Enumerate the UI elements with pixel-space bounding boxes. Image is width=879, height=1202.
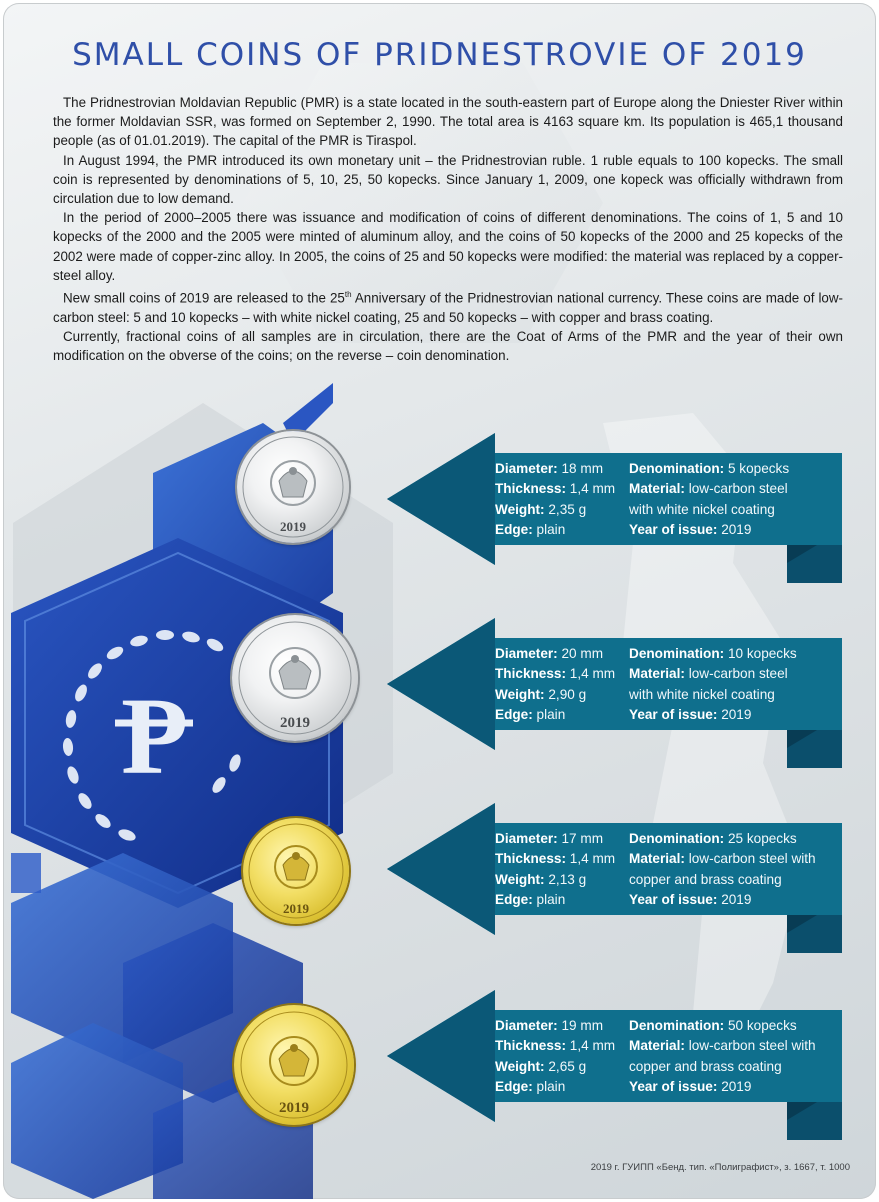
- thickness-label: Thickness:: [495, 1038, 567, 1054]
- diameter-label: Diameter:: [495, 461, 558, 476]
- weight-value: 2,90 g: [548, 686, 587, 702]
- coin-spec-ribbon: [387, 803, 847, 955]
- thickness-value: 1,4 mm: [569, 851, 616, 867]
- emblem-letter: P: [121, 675, 189, 797]
- weight-label: Weight:: [495, 871, 545, 887]
- thickness-value: 1,4 mm: [569, 1038, 616, 1054]
- material-value-continued: copper and brass coating: [629, 1058, 782, 1074]
- material-value: low-carbon steel: [688, 481, 788, 497]
- edge-label: Edge:: [495, 1078, 533, 1094]
- diameter-value: 20 mm: [561, 646, 604, 661]
- intro-text-part: Anniversary of the Pridnestrovian national currency. These coins are made of low-carbon steel: 5 and 10 kopecks – with white nickel coating, 25 and 50 kopecks – with copper and brass coating.: [53, 290, 843, 325]
- coin-spec-ribbon: [387, 618, 847, 770]
- intro-paragraph: [53, 285, 843, 327]
- coin-year: 2019: [280, 715, 310, 731]
- intro-text: [53, 93, 843, 365]
- edge-label: Edge:: [495, 706, 533, 722]
- material-value-continued: with white nickel coating: [629, 501, 775, 517]
- edge-value: plain: [536, 1078, 566, 1094]
- diameter-label: Diameter:: [495, 831, 558, 846]
- coin-year: 2019: [283, 901, 309, 916]
- year-value: 2019: [721, 1078, 752, 1094]
- diameter-value: 18 mm: [561, 461, 604, 476]
- superscript: th: [344, 290, 352, 300]
- material-value-continued: with white nickel coating: [629, 686, 775, 702]
- diameter-value: 19 mm: [561, 1018, 604, 1033]
- year-value: 2019: [721, 706, 752, 722]
- diameter-label: Diameter:: [495, 646, 558, 661]
- year-label: Year of issue:: [629, 891, 718, 907]
- year-value: 2019: [721, 521, 752, 537]
- material-value: low-carbon steel: [688, 666, 788, 682]
- thickness-label: Thickness:: [495, 666, 567, 682]
- thickness-value: 1,4 mm: [569, 481, 616, 497]
- weight-label: Weight:: [495, 686, 545, 702]
- coin-10-kopecks: [232, 615, 358, 741]
- thickness-label: Thickness:: [495, 481, 567, 497]
- coin-card: [3, 3, 876, 1199]
- diameter-value: 17 mm: [561, 831, 604, 846]
- print-imprint: 2019 г. ГУИПП «Бенд. тип. «Полиграфист», з. 1667, т. 1000: [590, 1162, 850, 1173]
- page-title: SMALL COINS OF PRIDNESTROVIE OF 2019: [72, 37, 807, 73]
- edge-label: Edge:: [495, 891, 533, 907]
- denomination-label: Denomination:: [629, 461, 725, 476]
- coin-5-kopecks: [237, 431, 349, 543]
- denomination-value: 25 kopecks: [727, 831, 797, 846]
- denomination-value: 50 kopecks: [727, 1018, 797, 1033]
- weight-label: Weight:: [495, 501, 545, 517]
- denomination-value: 10 kopecks: [727, 646, 797, 661]
- material-label: Material:: [629, 666, 685, 682]
- thickness-label: Thickness:: [495, 851, 567, 867]
- weight-label: Weight:: [495, 1058, 545, 1074]
- denomination-label: Denomination:: [629, 831, 725, 846]
- edge-value: plain: [536, 891, 566, 907]
- edge-label: Edge:: [495, 521, 533, 537]
- weight-value: 2,13 g: [548, 871, 587, 887]
- edge-value: plain: [536, 521, 566, 537]
- weight-value: 2,35 g: [548, 501, 587, 517]
- denomination-label: Denomination:: [629, 646, 725, 661]
- denomination-value: 5 kopecks: [727, 461, 790, 476]
- intro-paragraph: In August 1994, the PMR introduced its own monetary unit – the Pridnestrovian ruble. 1 ruble equals to 100 kopecks. The small coin is represented by denominations of 5, 10, 25, 50 kopecks. Since January 1, 2009, one kopeck was officially withdrawn from circulation due to low demand.: [53, 152, 843, 207]
- material-value-continued: copper and brass coating: [629, 871, 782, 887]
- material-label: Material:: [629, 481, 685, 497]
- year-label: Year of issue:: [629, 1078, 718, 1094]
- material-value: low-carbon steel with: [688, 851, 816, 867]
- material-label: Material:: [629, 851, 685, 867]
- edge-value: plain: [536, 706, 566, 722]
- intro-text-part: New small coins of 2019 are released to the 25: [63, 290, 345, 306]
- material-value: low-carbon steel with: [688, 1038, 816, 1054]
- year-value: 2019: [721, 891, 752, 907]
- coin-year: 2019: [279, 1100, 309, 1116]
- material-label: Material:: [629, 1038, 685, 1054]
- coin-spec-ribbon: [387, 433, 847, 585]
- intro-paragraph: Currently, fractional coins of all samples are in circulation, there are the Coat of Arms of the PMR and the year of their own modification on the obverse of the coins; on the reverse – coin denomination.: [53, 328, 843, 364]
- intro-paragraph: In the period of 2000–2005 there was issuance and modification of coins of different denominations. The coins of 1, 5 and 10 kopecks of the 2000 and the 2005 were minted of aluminum alloy, and the coins of 50 kopecks of the 2000 and 25 kopecks of the 2002 were made of copper-zinc alloy. In 2005, the coins of 25 and 50 kopecks were modified: the material was replaced by a copper-steel alloy.: [53, 210, 843, 283]
- year-label: Year of issue:: [629, 521, 718, 537]
- coin-25-kopecks: [243, 818, 349, 924]
- coin-50-kopecks: [234, 1005, 354, 1125]
- intro-paragraph: The Pridnestrovian Moldavian Republic (PMR) is a state located in the south-eastern part of Europe along the Dniester River within the former Moldavian SSR, was formed on September 2, 1990. The total area is 4163 square km. Its population is 465,1 thousand people (as of 01.01.2019). The capital of the PMR is Tiraspol.: [53, 95, 843, 149]
- thickness-value: 1,4 mm: [569, 666, 616, 682]
- coin-spec-ribbon: [387, 990, 847, 1142]
- diameter-label: Diameter:: [495, 1018, 558, 1033]
- coin-year: 2019: [280, 519, 306, 534]
- denomination-label: Denomination:: [629, 1018, 725, 1033]
- year-label: Year of issue:: [629, 706, 718, 722]
- weight-value: 2,65 g: [548, 1058, 587, 1074]
